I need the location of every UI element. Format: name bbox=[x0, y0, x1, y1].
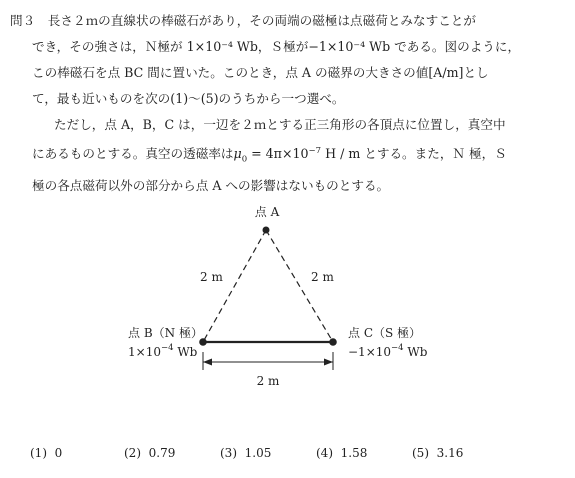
dimension-arrow-right bbox=[324, 359, 333, 366]
side-ab-line bbox=[203, 230, 266, 342]
question-line-2: でき，その強さは，Ｎ極が 1×10⁻⁴ Wb，Ｓ極が−1×10⁻⁴ Wb である。図のように， bbox=[32, 39, 521, 54]
choice-5[interactable]: (5) 3.16 bbox=[412, 446, 464, 460]
point-c-strength: $-1\times 10^{-4}$ Wb bbox=[348, 343, 428, 359]
point-c-label: 点 C（S 極） bbox=[348, 326, 422, 340]
point-c-dot bbox=[329, 338, 337, 346]
answer-choices bbox=[0, 446, 575, 466]
question-line-1: 問３ 長さ２ｍの直線状の棒磁石があり，その両端の磁極は点磁荷とみなすことが bbox=[10, 13, 476, 28]
side-ac-label: 2 m bbox=[311, 270, 334, 284]
choice-2[interactable]: (2) 0.79 bbox=[124, 446, 176, 460]
question-number: 問３ bbox=[10, 13, 36, 28]
question-line-4: て，最も近いものを次の(1)〜(5)のうちから一つ選べ。 bbox=[32, 91, 345, 106]
point-a-dot bbox=[263, 227, 270, 234]
side-ab-label: 2 m bbox=[200, 270, 223, 284]
point-b-strength: $1\times 10^{-4}$ Wb bbox=[128, 343, 198, 359]
question-line-6: にあるものとする。真空の透磁率は$\mu_0 = 4\pi\times 10^{-7}$ H / m とする。また，Ｎ 極，Ｓ bbox=[32, 146, 507, 165]
side-ac-line bbox=[266, 230, 333, 342]
choice-3[interactable]: (3) 1.05 bbox=[220, 446, 272, 460]
point-a-label: 点 A bbox=[254, 205, 280, 219]
question-line-5: ただし，点 A，B，C は，一辺を２ｍとする正三角形の各頂点に位置し，真空中 bbox=[54, 117, 506, 132]
dimension-arrow-left bbox=[203, 359, 212, 366]
side-bc-label: 2 m bbox=[256, 374, 280, 388]
choice-1[interactable]: (1) 0 bbox=[30, 446, 63, 460]
question-line-3: この棒磁石を点 BC 間に置いた。このとき，点 A の磁界の大きさの値[A/m]とし bbox=[32, 65, 489, 80]
question-line-7: 極の各点磁荷以外の部分から点 A への影響はないものとする。 bbox=[32, 177, 390, 193]
point-b-label: 点 B（N 極） bbox=[128, 326, 203, 340]
choice-4[interactable]: (4) 1.58 bbox=[316, 446, 368, 460]
mu-symbol: μ bbox=[233, 146, 242, 162]
